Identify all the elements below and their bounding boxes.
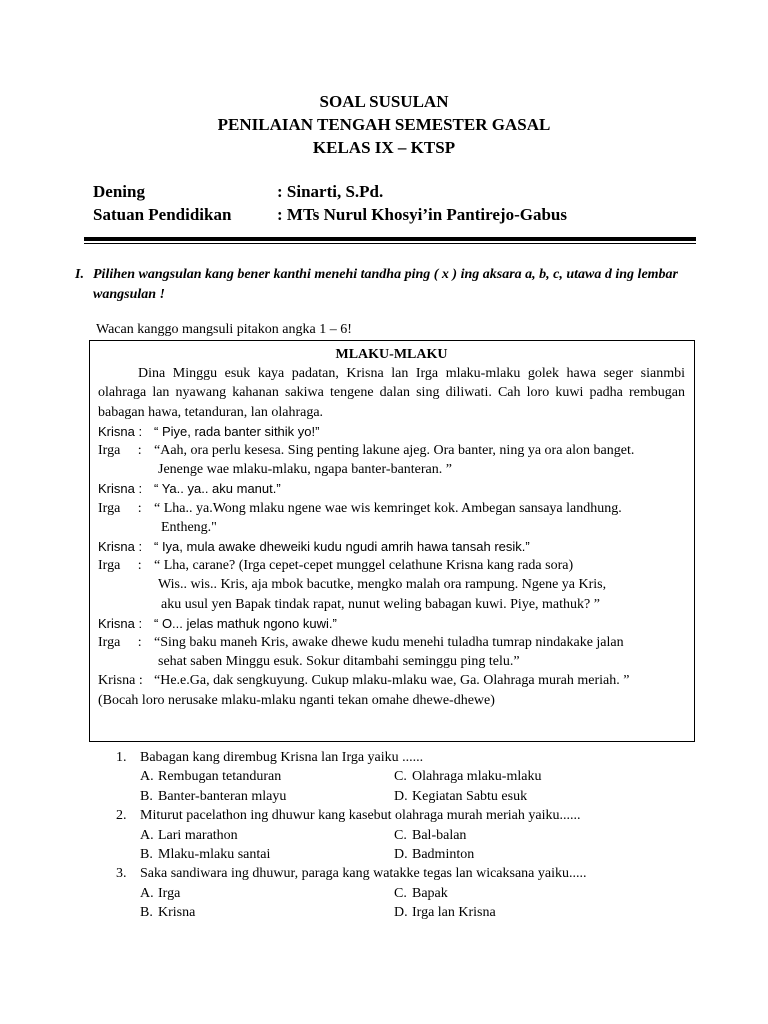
option-a [140, 884, 394, 903]
option-row [116, 787, 716, 806]
option-b [140, 787, 394, 806]
reading-label: Wacan kanggo mangsuli pitakon angka 1 – 6! [96, 322, 352, 337]
option-b [140, 845, 394, 864]
option-text: Irga [158, 885, 181, 901]
option-text: Banter-banteran mlayu [158, 788, 287, 804]
header-title: SOAL SUSULAN [319, 92, 449, 111]
dialogue-line [98, 614, 685, 633]
document-meta [93, 180, 567, 226]
question-item [116, 806, 716, 825]
dialogue-text: “ Ya.. ya.. aku manut.” [154, 481, 281, 497]
option-text: Mlaku-mlaku santai [158, 847, 271, 863]
option-c [394, 884, 648, 903]
dialogue-continuation: Entheng." [161, 519, 217, 535]
meta-author-value: : Sinarti, S.Pd. [277, 182, 384, 201]
option-letter: A. [140, 769, 154, 785]
question-number: 1. [116, 750, 127, 765]
option-row [116, 884, 716, 903]
option-text: Krisna [158, 905, 196, 921]
option-text: Kegiatan Sabtu esuk [412, 788, 528, 804]
story-box [89, 340, 695, 742]
dialogue-line [98, 537, 685, 556]
option-row [116, 903, 716, 922]
question-text: Miturut pacelathon ing dhuwur kang kasebut olahraga murah meriah yaiku...... [140, 808, 581, 824]
dialogue-line [98, 479, 685, 498]
option-letter: B. [140, 788, 153, 804]
option-d [394, 845, 648, 864]
option-b [140, 903, 394, 922]
header-divider-thin [84, 243, 696, 244]
option-text: Irga lan Krisna [412, 905, 496, 921]
meta-school-row [93, 203, 567, 226]
meta-author-row [93, 180, 567, 203]
dialogue-speaker: Krisna : [98, 423, 143, 439]
document-header [0, 90, 768, 159]
option-letter: B. [140, 905, 153, 921]
dialogue-continuation: Jenenge wae mlaku-mlaku, ngapa banter-banteran. ” [158, 462, 452, 478]
dialogue-text: “ Lha.. ya.Wong mlaku ngene wae wis kemringet kok. Ambegan sansaya landhung. [154, 500, 622, 516]
option-text: Lari marathon [158, 827, 238, 843]
story-closing: (Bocah loro nerusake mlaku-mlaku nganti tekan omahe dhewe-dhewe) [98, 692, 495, 708]
option-row [116, 845, 716, 864]
option-letter: A. [140, 827, 154, 843]
question-list [116, 748, 716, 923]
option-text: Bal-balan [412, 827, 467, 843]
dialogue-line [98, 499, 685, 518]
dialogue-speaker: Irga : [98, 443, 142, 459]
dialogue-speaker: Krisna : [98, 539, 143, 555]
option-text: Olahraga mlaku-mlaku [412, 769, 542, 785]
dialogue-line [98, 633, 685, 652]
option-letter: A. [140, 885, 154, 901]
option-letter: D. [394, 847, 408, 863]
dialogue-speaker: Krisna : [98, 481, 143, 497]
dialogue-text: “ Iya, mula awake dheweiki kudu ngudi amrih hawa tansah resik.” [154, 539, 530, 555]
question-item [116, 748, 716, 767]
option-row [116, 826, 716, 845]
option-letter: D. [394, 905, 408, 921]
question-text: Saka sandiwara ing dhuwur, paraga kang watakke tegas lan wicaksana yaiku..... [140, 866, 587, 882]
dialogue-speaker: Irga : [98, 500, 142, 516]
dialogue-text: “ Piye, rada banter sithik yo!” [154, 423, 320, 439]
meta-school-label: Satuan Pendidikan [93, 205, 232, 224]
dialogue-line [98, 671, 685, 690]
option-row [116, 767, 716, 786]
question-number: 2. [116, 808, 127, 824]
story-title: MLAKU-MLAKU [335, 347, 448, 362]
option-letter: B. [140, 847, 153, 863]
section-number: I. [75, 267, 84, 282]
dialogue-speaker: Krisna : [98, 673, 143, 689]
option-d [394, 787, 648, 806]
dialogue-line [98, 441, 685, 460]
option-text: Badminton [412, 847, 475, 863]
instruction-text: Pilihen wangsulan kang bener kanthi menehi tandha ping ( x ) ing aksara a, b, c, utawa d ing lembar wangsulan ! [93, 267, 678, 302]
dialogue-text: “He.e.Ga, dak sengkuyung. Cukup mlaku-mlaku wae, Ga. Olahraga murah meriah. ” [154, 673, 630, 689]
dialogue-continuation: Wis.. wis.. Kris, aja mbok bacutke, mengko malah ora rampung. Ngene ya Kris, [158, 577, 607, 593]
option-c [394, 826, 648, 845]
header-divider-thick [84, 237, 696, 241]
meta-school-value: : MTs Nurul Khosyi’in Pantirejo-Gabus [277, 205, 567, 224]
meta-author-label: Dening [93, 182, 145, 201]
option-letter: D. [394, 788, 408, 804]
question-text: Babagan kang dirembug Krisna lan Irga yaiku ...... [140, 750, 424, 765]
dialogue-continuation: aku usul yen Bapak tindak rapat, nunut weling babagan kuwi. Piye, mathuk? ” [161, 596, 600, 612]
option-a [140, 767, 394, 786]
header-subtitle: PENILAIAN TENGAH SEMESTER GASAL [217, 115, 551, 134]
story-intro: Dina Minggu esuk kaya padatan, Krisna lan Irga mlaku-mlaku golek hawa seger sianmbi olahraga lan nyawang kahanan sakiwa tengene dalan sing diliwati. Cah loro kuwi padha rembugan babagan hawa, tetanduran, lan olahraga. [98, 366, 685, 420]
option-text: Bapak [412, 885, 448, 901]
dialogue-line [98, 422, 685, 441]
dialogue-text: “Aah, ora perlu kesesa. Sing penting lakune ajeg. Ora banter, ning ya ora alon banget. [154, 443, 635, 459]
question-item [116, 864, 716, 883]
header-class: KELAS IX – KTSP [312, 138, 456, 157]
dialogue-text: “ Lha, carane? (Irga cepet-cepet munggel celathune Krisna kang rada sora) [154, 558, 574, 574]
dialogue-continuation: sehat saben Minggu esuk. Sokur ditambahi seminggu ping telu.” [158, 654, 520, 670]
section-instruction [75, 265, 695, 305]
dialogue-speaker: Krisna : [98, 615, 143, 631]
dialogue-line [98, 556, 685, 575]
dialogue-speaker: Irga : [98, 635, 142, 651]
question-number: 3. [116, 866, 127, 882]
dialogue-text: “Sing baku maneh Kris, awake dhewe kudu menehi tuladha tumrap nindakake jalan [154, 635, 624, 651]
option-c [394, 767, 648, 786]
option-d [394, 903, 648, 922]
option-letter: C. [394, 885, 407, 901]
option-letter: C. [394, 827, 407, 843]
option-a [140, 826, 394, 845]
dialogue-text: “ O... jelas mathuk ngono kuwi.” [154, 615, 337, 631]
dialogue-speaker: Irga : [98, 558, 142, 574]
option-letter: C. [394, 769, 407, 785]
option-text: Rembugan tetanduran [158, 769, 282, 785]
